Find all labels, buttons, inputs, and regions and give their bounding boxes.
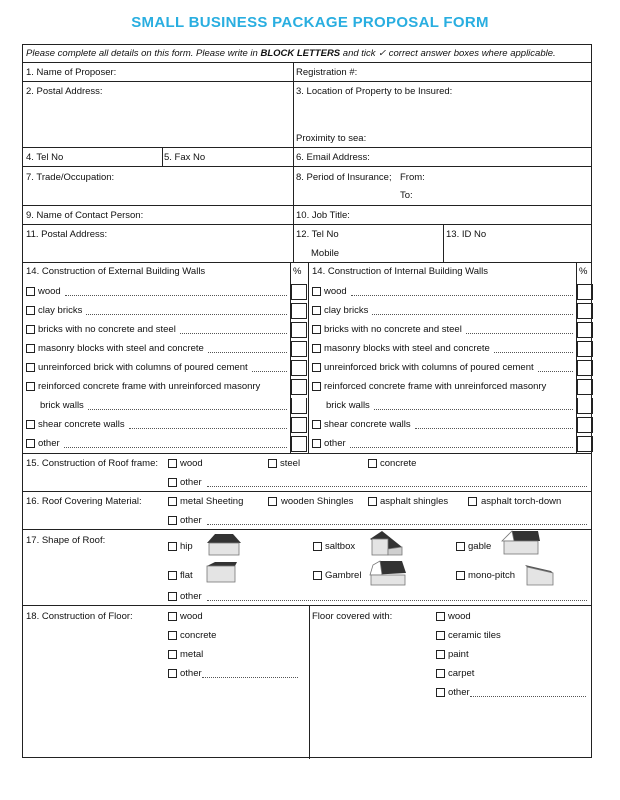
internal-walls-option-4-checkbox[interactable] (312, 363, 321, 372)
internal-walls-option-0-percent-box[interactable] (577, 284, 593, 300)
flat-roof-icon (205, 560, 239, 586)
internal-walls-option-3-dots (494, 352, 573, 353)
roof-shape-other-checkbox[interactable] (168, 592, 177, 601)
roof-shape-flat-label: flat (180, 570, 193, 581)
floor-option-3-label: other (180, 668, 202, 679)
roof-shape-gable-label: gable (468, 541, 492, 552)
roof-covering-label: 16. Roof Covering Material: (26, 496, 142, 507)
internal-walls-option-0-label: wood (324, 286, 347, 297)
trade-label: 7. Trade/Occupation: (26, 172, 115, 183)
roof-shape-hip-checkbox[interactable] (168, 542, 177, 551)
gambrel-roof-icon (368, 559, 408, 587)
roof-covering-other-label: other (180, 515, 202, 526)
floor-cover-option-2-label: paint (448, 649, 469, 660)
internal-walls-option-4-percent-box[interactable] (577, 360, 593, 376)
internal-walls-option-6-dots (374, 409, 573, 410)
roof-frame-other-label: other (180, 477, 202, 488)
floor-cover-option-1-checkbox[interactable] (436, 631, 445, 640)
floor-option-0-label: wood (180, 611, 203, 622)
external-walls-option-8-percent-box[interactable] (291, 436, 307, 452)
external-walls-option-5-label: reinforced concrete frame with unreinforced masonry (38, 381, 261, 392)
floor-option-1-checkbox[interactable] (168, 631, 177, 640)
mobile-label: Mobile (311, 248, 339, 259)
roof-frame-concrete-label: concrete (380, 458, 417, 469)
roof-shape-saltbox-checkbox[interactable] (313, 542, 322, 551)
external-walls-option-2-label: bricks with no concrete and steel (38, 324, 176, 335)
external-walls-option-3-checkbox[interactable] (26, 344, 35, 353)
id-no-label: 13. ID No (446, 229, 487, 240)
external-walls-option-6-dots (88, 409, 287, 410)
roof-shape-gambrel-checkbox[interactable] (313, 571, 322, 580)
postal-address-11-label: 11. Postal Address: (26, 229, 108, 240)
tel-label: 4. Tel No (26, 152, 64, 163)
internal-walls-option-7-dots (415, 428, 573, 429)
roof-shape-other-label: other (180, 591, 202, 602)
roof-shape-hip-label: hip (180, 541, 193, 552)
external-walls-option-8-dots (64, 447, 287, 448)
roof-frame-other-checkbox[interactable] (168, 478, 177, 487)
fax-label: 5. Fax No (164, 152, 206, 163)
email-label: 6. Email Address: (296, 152, 370, 163)
external-walls-option-7-dots (129, 428, 287, 429)
external-walls-option-7-checkbox[interactable] (26, 420, 35, 429)
roof-covering-asphalt-checkbox[interactable] (368, 497, 377, 506)
floor-option-1-label: concrete (180, 630, 217, 641)
internal-walls-option-5-checkbox[interactable] (312, 382, 321, 391)
internal-walls-option-3-percent-box[interactable] (577, 341, 593, 357)
external-walls-heading: 14. Construction of External Building Walls (26, 266, 206, 277)
roof-frame-wood-label: wood (180, 458, 203, 469)
roof-shape-mono-pitch-label: mono-pitch (468, 570, 515, 581)
floor-option-2-checkbox[interactable] (168, 650, 177, 659)
internal-walls-option-2-label: bricks with no concrete and steel (324, 324, 462, 335)
external-walls-option-8-checkbox[interactable] (26, 439, 35, 448)
internal-walls-option-0-checkbox[interactable] (312, 287, 321, 296)
roof-frame-concrete-checkbox[interactable] (368, 459, 377, 468)
external-walls-option-3-label: masonry blocks with steel and concrete (38, 343, 204, 354)
saltbox-roof-icon (368, 529, 404, 557)
internal-walls-option-4-dots (538, 371, 573, 372)
floor-cover-option-2-checkbox[interactable] (436, 650, 445, 659)
external-walls-option-5-percent-box[interactable] (291, 379, 307, 395)
external-walls-option-4-dots (252, 371, 287, 372)
internal-walls-option-2-percent-box[interactable] (577, 322, 593, 338)
postal-address-label: 2. Postal Address: (26, 86, 103, 97)
floor-label: 18. Construction of Floor: (26, 611, 133, 622)
external-walls-option-6-label: brick walls (40, 400, 84, 411)
internal-walls-option-7-checkbox[interactable] (312, 420, 321, 429)
floor-cover-option-0-checkbox[interactable] (436, 612, 445, 621)
external-walls-option-0-label: wood (38, 286, 61, 297)
job-title-label: 10. Job Title: (296, 210, 350, 221)
internal-walls-option-7-label: shear concrete walls (324, 419, 411, 430)
external-walls-option-5-checkbox[interactable] (26, 382, 35, 391)
internal-walls-option-0-dots (351, 295, 573, 296)
external-walls-option-0-percent-box[interactable] (291, 284, 307, 300)
mono-pitch-roof-icon (523, 561, 557, 587)
roof-frame-wood-checkbox[interactable] (168, 459, 177, 468)
internal-walls-option-1-label: clay bricks (324, 305, 369, 316)
external-walls-option-2-dots (180, 333, 287, 334)
location-label: 3. Location of Property to be Insured: (296, 86, 453, 97)
floor-cover-option-3-checkbox[interactable] (436, 669, 445, 678)
contact-label: 9. Name of Contact Person: (26, 210, 144, 221)
internal-walls-option-7-percent-box[interactable] (577, 417, 593, 433)
gable-roof-icon (500, 529, 542, 557)
external-walls-option-3-dots (208, 352, 287, 353)
roof-shape-saltbox-label: saltbox (325, 541, 356, 552)
external-walls-option-2-checkbox[interactable] (26, 325, 35, 334)
external-walls-option-2-percent-box[interactable] (291, 322, 307, 338)
internal-walls-option-5-percent-box[interactable] (577, 379, 593, 395)
registration-label: Registration #: (296, 67, 358, 78)
roof-shape-gambrel-label: Gambrel (325, 570, 362, 581)
internal-walls-option-8-percent-box[interactable] (577, 436, 593, 452)
roof-frame-label: 15. Construction of Roof frame: (26, 458, 159, 469)
internal-walls-option-3-checkbox[interactable] (312, 344, 321, 353)
internal-walls-option-8-checkbox[interactable] (312, 439, 321, 448)
form-title: SMALL BUSINESS PACKAGE PROPOSAL FORM (131, 14, 489, 31)
roof-frame-steel-checkbox[interactable] (268, 459, 277, 468)
external-walls-option-0-checkbox[interactable] (26, 287, 35, 296)
internal-walls-option-3-label: masonry blocks with steel and concrete (324, 343, 490, 354)
internal-walls-option-1-checkbox[interactable] (312, 306, 321, 315)
internal-walls-option-6-percent-box[interactable] (577, 398, 593, 414)
external-walls-option-8-label: other (38, 438, 60, 449)
internal-walls-option-1-percent-box[interactable] (577, 303, 593, 319)
floor-cover-option-4-checkbox[interactable] (436, 688, 445, 697)
external-walls-option-4-percent-box[interactable] (291, 360, 307, 376)
roof-covering-metal-label: metal Sheeting (180, 496, 244, 507)
internal-walls-heading: 14. Construction of Internal Building Walls (312, 266, 489, 277)
external-walls-option-1-percent-box[interactable] (291, 303, 307, 319)
to-label: To: (400, 190, 413, 201)
internal-walls-option-8-label: other (324, 438, 346, 449)
roof-covering-torch-label: asphalt torch-down (481, 496, 562, 507)
internal-walls-option-2-dots (466, 333, 573, 334)
external-walls-option-1-dots (86, 314, 287, 315)
roof-shape-mono-pitch-checkbox[interactable] (456, 571, 465, 580)
external-walls-option-7-percent-box[interactable] (291, 417, 307, 433)
roof-covering-torch-checkbox[interactable] (468, 497, 477, 506)
roof-shape-label: 17. Shape of Roof: (26, 535, 106, 546)
internal-walls-option-2-checkbox[interactable] (312, 325, 321, 334)
internal-walls-option-6-label: brick walls (326, 400, 370, 411)
roof-covering-other-checkbox[interactable] (168, 516, 177, 525)
floor-option-0-checkbox[interactable] (168, 612, 177, 621)
external-walls-option-4-label: unreinforced brick with columns of poured cement (38, 362, 248, 373)
proximity-label: Proximity to sea: (296, 133, 367, 144)
external-walls-option-1-label: clay bricks (38, 305, 83, 316)
tel-12-label: 12. Tel No (296, 229, 339, 240)
period-label: 8. Period of Insurance; (296, 172, 392, 183)
roof-covering-asphalt-label: asphalt shingles (380, 496, 449, 507)
internal-walls-option-8-dots (350, 447, 573, 448)
name-of-proposer-label: 1. Name of Proposer: (26, 67, 117, 78)
external-walls-option-3-percent-box[interactable] (291, 341, 307, 357)
external-walls-option-7-label: shear concrete walls (38, 419, 125, 430)
floor-cover-label: Floor covered with: (312, 611, 393, 622)
floor-cover-option-3-label: carpet (448, 668, 475, 679)
external-walls-option-6-percent-box[interactable] (291, 398, 307, 414)
floor-cover-option-4-label: other (448, 687, 470, 698)
external-walls-option-4-checkbox[interactable] (26, 363, 35, 372)
roof-covering-wooden-label: wooden Shingles (281, 496, 354, 507)
roof-frame-steel-label: steel (280, 458, 301, 469)
roof-covering-wooden-checkbox[interactable] (268, 497, 277, 506)
roof-shape-gable-checkbox[interactable] (456, 542, 465, 551)
internal-walls-option-5-label: reinforced concrete frame with unreinforced masonry (324, 381, 547, 392)
floor-option-3-checkbox[interactable] (168, 669, 177, 678)
from-label: From: (400, 172, 425, 183)
external-walls-option-0-dots (65, 295, 287, 296)
instructions: Please complete all details on this form. Please write in BLOCK LETTERS and tick ✓ correct answer boxes where applicable. (26, 48, 556, 59)
internal-walls-option-4-label: unreinforced brick with columns of poured cement (324, 362, 534, 373)
roof-shape-flat-checkbox[interactable] (168, 571, 177, 580)
floor-cover-option-0-label: wood (448, 611, 471, 622)
roof-covering-metal-checkbox[interactable] (168, 497, 177, 506)
internal-walls-pct: % (579, 266, 588, 277)
hip-roof-icon (203, 531, 243, 557)
external-walls-option-1-checkbox[interactable] (26, 306, 35, 315)
proposal-form (22, 44, 592, 758)
floor-option-2-label: metal (180, 649, 204, 660)
internal-walls-option-1-dots (372, 314, 573, 315)
floor-cover-option-1-label: ceramic tiles (448, 630, 501, 641)
external-walls-pct: % (293, 266, 302, 277)
